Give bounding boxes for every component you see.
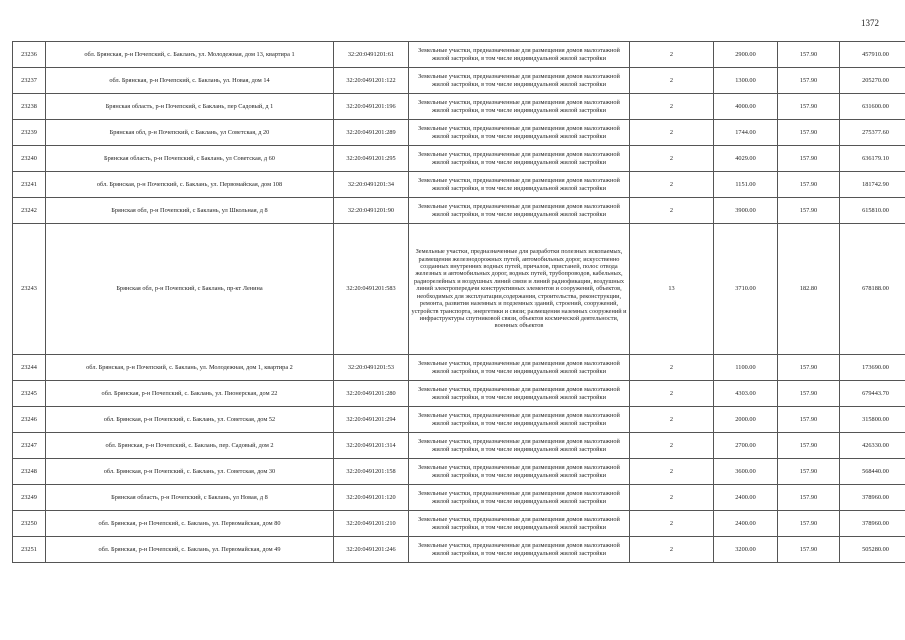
purpose-cell: Земельные участки, предназначенные для размещения домов малоэтажной жилой застройки, в том числе индивидуальной жилой застройки [409,198,630,224]
rate-cell: 157.90 [778,381,840,407]
rate-cell: 157.90 [778,42,840,68]
cadastral-number-cell: 32:20:0491201:246 [334,537,409,563]
cadastral-number-cell: 32:20:0491201:314 [334,433,409,459]
area-cell: 3900.00 [714,198,778,224]
cadastral-value-cell: 679443.70 [840,381,905,407]
cadastral-value-cell: 378960.00 [840,511,905,537]
group-code-cell: 2 [630,120,714,146]
address-cell: обл. Брянская, р-н Почепский, с. Бакланъ, ул. Молодежная, дом 13, квартира 1 [46,42,334,68]
address-cell: обл. Брянская, р-н Почепский, с. Баклань, пер. Садовый, дом 2 [46,433,334,459]
area-cell: 1300.00 [714,68,778,94]
cadastral-value-cell: 678188.00 [840,224,905,355]
row-number-cell: 23246 [13,407,46,433]
group-code-cell: 13 [630,224,714,355]
group-code-cell: 2 [630,146,714,172]
area-cell: 2400.00 [714,485,778,511]
cadastral-number-cell: 32:20:0491201:280 [334,381,409,407]
area-cell: 3710.00 [714,224,778,355]
address-cell: обл. Брянская, р-н Почепский, с. Баклань, ул. Советская, дом 52 [46,407,334,433]
address-cell: обл. Брянская, р-н Почепский, с. Баклань, ул. Первомайская, дом 49 [46,537,334,563]
rate-cell: 157.90 [778,485,840,511]
rate-cell: 157.90 [778,120,840,146]
row-number-cell: 23249 [13,485,46,511]
row-number-cell: 23242 [13,198,46,224]
purpose-cell: Земельные участки, предназначенные для размещения домов малоэтажной жилой застройки, в том числе индивидуальной жилой застройки [409,485,630,511]
area-cell: 1744.00 [714,120,778,146]
purpose-cell: Земельные участки, предназначенные для размещения домов малоэтажной жилой застройки, в том числе индивидуальной жилой застройки [409,459,630,485]
address-cell: обл. Брянская, р-н Почепский, с. Баклань, ул. Молодежная, дом 1, квартира 2 [46,355,334,381]
row-number-cell: 23251 [13,537,46,563]
table-row [13,485,905,511]
group-code-cell: 2 [630,172,714,198]
cadastral-value-cell: 568440.00 [840,459,905,485]
table-row [13,433,905,459]
cadastral-value-cell: 631600.00 [840,94,905,120]
purpose-cell: Земельные участки, предназначенные для размещения домов малоэтажной жилой застройки, в том числе индивидуальной жилой застройки [409,407,630,433]
table-row [13,172,905,198]
rate-cell: 157.90 [778,146,840,172]
table-row [13,146,905,172]
cadastral-number-cell: 32:20:0491201:294 [334,407,409,433]
purpose-cell: Земельные участки, предназначенные для размещения домов малоэтажной жилой застройки, в том числе индивидуальной жилой застройки [409,68,630,94]
cadastral-value-cell: 181742.90 [840,172,905,198]
address-cell: обл. Брянская, р-н Почепский, с. Баклань, ул. Советская, дом 30 [46,459,334,485]
purpose-cell: Земельные участки, предназначенные для размещения домов малоэтажной жилой застройки, в том числе индивидуальной жилой застройки [409,433,630,459]
area-cell: 3600.00 [714,459,778,485]
table-row [13,459,905,485]
group-code-cell: 2 [630,94,714,120]
page-number: 1372 [861,18,879,28]
row-number-cell: 23236 [13,42,46,68]
group-code-cell: 2 [630,198,714,224]
table-row [13,42,905,68]
table-row [13,120,905,146]
row-number-cell: 23238 [13,94,46,120]
area-cell: 2400.00 [714,511,778,537]
table-row [13,407,905,433]
table-body [13,42,905,563]
group-code-cell: 2 [630,68,714,94]
rate-cell: 157.90 [778,511,840,537]
group-code-cell: 2 [630,537,714,563]
group-code-cell: 2 [630,407,714,433]
cadastral-value-cell: 505280.00 [840,537,905,563]
rate-cell: 157.90 [778,433,840,459]
purpose-cell: Земельные участки, предназначенные для размещения домов малоэтажной жилой застройки, в том числе индивидуальной жилой застройки [409,511,630,537]
table-row [13,94,905,120]
address-cell: Брянская обл, р-н Почепский, с Баклань, пр-кт Ленина [46,224,334,355]
cadastral-number-cell: 32:20:0491201:53 [334,355,409,381]
rate-cell: 182.80 [778,224,840,355]
rate-cell: 157.90 [778,198,840,224]
address-cell: обл. Брянская, р-н Почепский, с. Баклань, ул. Первомайская, дом 80 [46,511,334,537]
purpose-cell: Земельные участки, предназначенные для разработки полезных ископаемых, размещения железнодорожных путей, автомобильных дорог, искусственно созданных внутренних водных путей, причалов, пристаней, полос отвода железных и автомобильных дорог, водных путей, трубопроводов, кабельных, радиорелейных и воздушных линий связи и линий радиофикации, воздушных линий электропередачи конструктивных элементов и сооружений, объектов, необходимых для эксплуатации,содержания, строительства, реконструкции, ремонта, развития наземных и подземных зданий, строений, сооружений, устройств транспорта, энергетики и связи; размещения наземных сооружений и инфраструктуры спутниковой связи, объектов космической деятельности, военных объектов [409,224,630,355]
cadastral-value-cell: 315800.00 [840,407,905,433]
group-code-cell: 2 [630,511,714,537]
row-number-cell: 23239 [13,120,46,146]
purpose-cell: Земельные участки, предназначенные для размещения домов малоэтажной жилой застройки, в том числе индивидуальной жилой застройки [409,381,630,407]
purpose-cell: Земельные участки, предназначенные для размещения домов малоэтажной жилой застройки, в том числе индивидуальной жилой застройки [409,537,630,563]
table-row [13,511,905,537]
area-cell: 2000.00 [714,407,778,433]
group-code-cell: 2 [630,485,714,511]
cadastral-value-cell: 426330.00 [840,433,905,459]
row-number-cell: 23240 [13,146,46,172]
area-cell: 1100.00 [714,355,778,381]
purpose-cell: Земельные участки, предназначенные для размещения домов малоэтажной жилой застройки, в том числе индивидуальной жилой застройки [409,120,630,146]
address-cell: обл. Брянская, р-н Почепский, с. Баклань, ул. Пионерская, дом 22 [46,381,334,407]
row-number-cell: 23248 [13,459,46,485]
cadastral-value-cell: 173690.00 [840,355,905,381]
cadastral-number-cell: 32:20:0491201:34 [334,172,409,198]
address-cell: обл. Брянская, р-н Почепский, с. Баклань, ул. Новая, дом 14 [46,68,334,94]
group-code-cell: 2 [630,433,714,459]
address-cell: Брянская область, р-н Почепский, с Баклань, ул Советская, д 60 [46,146,334,172]
row-number-cell: 23241 [13,172,46,198]
table-row [13,355,905,381]
row-number-cell: 23245 [13,381,46,407]
area-cell: 4000.00 [714,94,778,120]
purpose-cell: Земельные участки, предназначенные для размещения домов малоэтажной жилой застройки, в том числе индивидуальной жилой застройки [409,172,630,198]
cadastral-number-cell: 32:20:0491201:61 [334,42,409,68]
row-number-cell: 23244 [13,355,46,381]
group-code-cell: 2 [630,355,714,381]
cadastral-value-cell: 275377.60 [840,120,905,146]
cadastral-value-cell: 205270.00 [840,68,905,94]
address-cell: Брянская область, р-н Почепский, с Баклань, ул Новая, д 8 [46,485,334,511]
rate-cell: 157.90 [778,407,840,433]
table-row [13,198,905,224]
purpose-cell: Земельные участки, предназначенные для размещения домов малоэтажной жилой застройки, в том числе индивидуальной жилой застройки [409,42,630,68]
group-code-cell: 2 [630,459,714,485]
cadastral-value-cell: 457910.00 [840,42,905,68]
address-cell: Брянская обл, р-н Почепский, с Баклань, ул Школьная, д 8 [46,198,334,224]
area-cell: 1151.00 [714,172,778,198]
cadastral-number-cell: 32:20:0491201:158 [334,459,409,485]
rate-cell: 157.90 [778,68,840,94]
land-registry-table [12,41,905,563]
purpose-cell: Земельные участки, предназначенные для размещения домов малоэтажной жилой застройки, в том числе индивидуальной жилой застройки [409,94,630,120]
cadastral-number-cell: 32:20:0491201:196 [334,94,409,120]
rate-cell: 157.90 [778,537,840,563]
address-cell: Брянская область, р-н Почепский, с Баклань, пер Садовый, д 1 [46,94,334,120]
row-number-cell: 23243 [13,224,46,355]
rate-cell: 157.90 [778,94,840,120]
table-row [13,537,905,563]
address-cell: обл. Брянская, р-н Почепский, с. Баклань, ул. Первомайская, дом 108 [46,172,334,198]
cadastral-number-cell: 32:20:0491201:210 [334,511,409,537]
cadastral-number-cell: 32:20:0491201:583 [334,224,409,355]
purpose-cell: Земельные участки, предназначенные для размещения домов малоэтажной жилой застройки, в том числе индивидуальной жилой застройки [409,146,630,172]
area-cell: 2900.00 [714,42,778,68]
table-row [13,68,905,94]
address-cell: Брянская обл, р-н Почепский, с Баклань, ул Советская, д 20 [46,120,334,146]
cadastral-number-cell: 32:20:0491201:120 [334,485,409,511]
cadastral-number-cell: 32:20:0491201:90 [334,198,409,224]
rate-cell: 157.90 [778,355,840,381]
area-cell: 2700.00 [714,433,778,459]
cadastral-number-cell: 32:20:0491201:122 [334,68,409,94]
row-number-cell: 23237 [13,68,46,94]
rate-cell: 157.90 [778,459,840,485]
group-code-cell: 2 [630,42,714,68]
cadastral-value-cell: 378960.00 [840,485,905,511]
area-cell: 3200.00 [714,537,778,563]
cadastral-value-cell: 615810.00 [840,198,905,224]
cadastral-number-cell: 32:20:0491201:289 [334,120,409,146]
area-cell: 4303.00 [714,381,778,407]
table-row [13,224,905,355]
area-cell: 4029.00 [714,146,778,172]
group-code-cell: 2 [630,381,714,407]
cadastral-number-cell: 32:20:0491201:295 [334,146,409,172]
rate-cell: 157.90 [778,172,840,198]
purpose-cell: Земельные участки, предназначенные для размещения домов малоэтажной жилой застройки, в том числе индивидуальной жилой застройки [409,355,630,381]
row-number-cell: 23247 [13,433,46,459]
cadastral-value-cell: 636179.10 [840,146,905,172]
table-row [13,381,905,407]
row-number-cell: 23250 [13,511,46,537]
